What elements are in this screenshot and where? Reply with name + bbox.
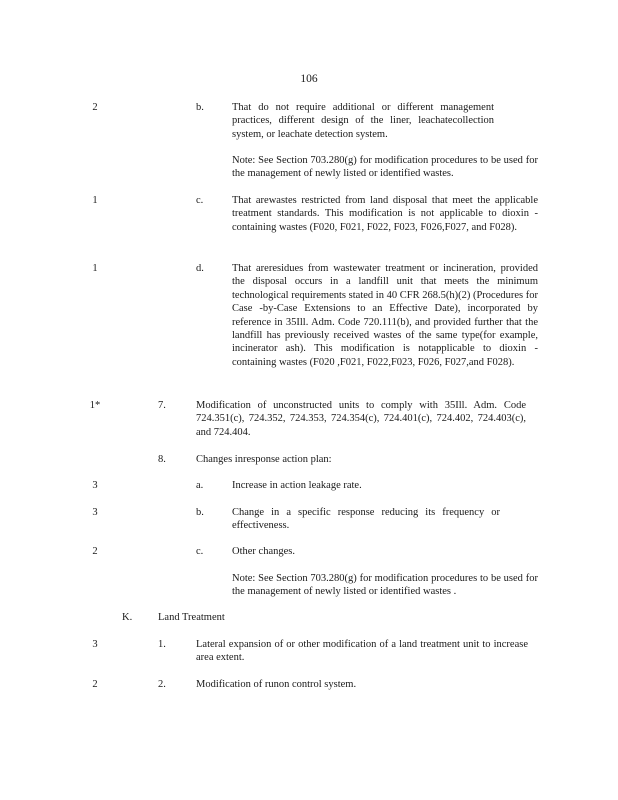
entry-text: That do not require additional or different management practices, different design of the liner, leachatecollection system, or leachate detection system. bbox=[232, 102, 494, 140]
entry-note: Note: See Section 703.280(g) for modification procedures to be used for the management of newly listed or identified wastes . bbox=[232, 573, 538, 598]
entry-level: 2 bbox=[92, 679, 98, 690]
entry-level: 3 bbox=[92, 639, 98, 650]
entry-marker: c. bbox=[196, 195, 204, 206]
entry-level: 2 bbox=[92, 546, 98, 557]
entry-text: Changes inresponse action plan: bbox=[196, 454, 332, 465]
entry-text: Modification of unconstructed units to comply with 35Ill. Adm. Code 724.351(c), 724.352, 724.353, 724.354(c), 724.401(c), 724.402, 724.403(c), and 724.404. bbox=[196, 400, 526, 438]
section-title: Land Treatment bbox=[158, 612, 225, 623]
entry-level: 1* bbox=[89, 400, 101, 411]
entry-level: 2 bbox=[92, 102, 98, 113]
section-letter: K. bbox=[122, 612, 133, 623]
entry-marker: 7. bbox=[158, 400, 166, 411]
entry-text: Modification of runon control system. bbox=[196, 679, 357, 690]
entry-text: Other changes. bbox=[232, 546, 295, 557]
entry-marker: b. bbox=[196, 507, 204, 518]
page-number: 106 bbox=[300, 73, 318, 85]
entry-marker: 2. bbox=[158, 679, 166, 690]
entry-level: 1 bbox=[92, 195, 98, 206]
entry-marker: 1. bbox=[158, 639, 166, 650]
entry-text: That arewastes restricted from land disposal that meet the applicable treatment standards. This modification is not applicable to dioxin -containing wastes (F020, F021, F022, F023, F026,F027, and F028). bbox=[232, 195, 538, 233]
entry-text: Increase in action leakage rate. bbox=[232, 480, 362, 491]
entry-level: 3 bbox=[92, 480, 98, 491]
entry-level: 3 bbox=[92, 507, 98, 518]
entry-note: Note: See Section 703.280(g) for modification procedures to be used for the management of newly listed or identified wastes. bbox=[232, 155, 538, 180]
entry-text: Change in a specific response reducing its frequency or effectiveness. bbox=[232, 507, 500, 532]
entry-marker: a. bbox=[196, 480, 204, 491]
entry-text: That areresidues from wastewater treatment or incineration, provided the disposal occurs in a landfill unit that meets the minimum technological requirements stated in 40 CFR 268.5(h)(2) (Procedures for Case -by-Case Extensions to an Effective Date), incorporated by reference in 35Ill. Adm. Code 720.111(b), and provided further that the landfill has previously received wastes of the same type(for example, incinerator ash). This modification is notapplicable to dioxin - containing wastes (F020 ,F021, F022,F023, F026, F027,and F028). bbox=[232, 263, 538, 368]
entry-marker: c. bbox=[196, 546, 204, 557]
entry-marker: d. bbox=[196, 263, 204, 274]
entry-text: Lateral expansion of or other modification of a land treatment unit to increase area extent. bbox=[196, 639, 528, 664]
entry-marker: 8. bbox=[158, 454, 166, 465]
entry-marker: b. bbox=[196, 102, 204, 113]
entry-level: 1 bbox=[92, 263, 98, 274]
